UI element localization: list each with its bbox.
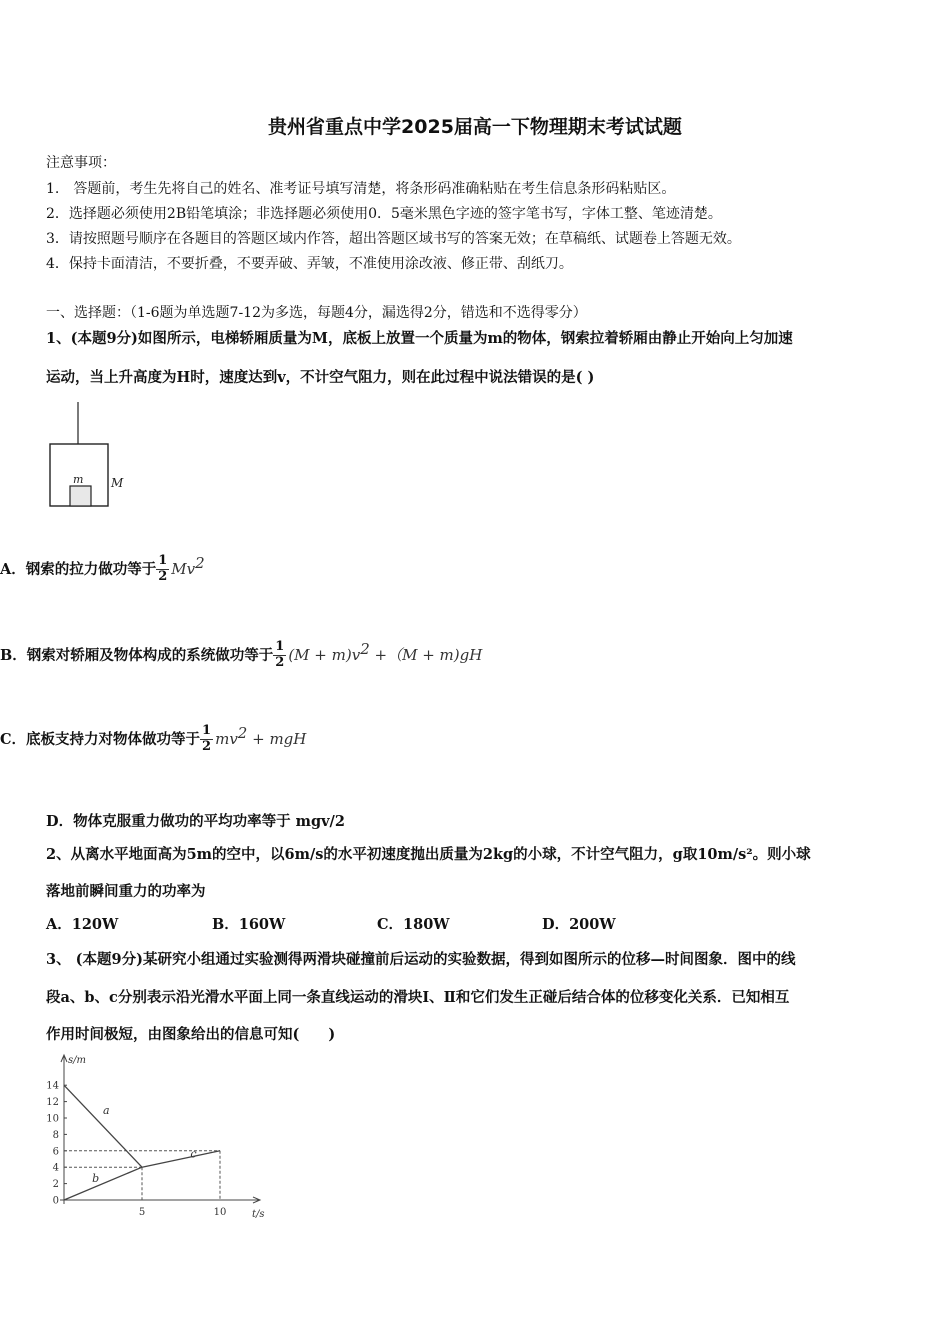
y-tick-label-6: 6	[52, 1146, 59, 1158]
q3-line1: 3、 (本题9分)某研究小组通过实验测得两滑块碰撞前后运动的实验数据，得到如图所示的位移—时间图象．图中的线	[46, 951, 796, 968]
elevator-figure	[44, 402, 134, 510]
q2-option-d[interactable]: D．200W	[542, 916, 616, 933]
q2-option-b[interactable]: B．160W	[212, 916, 286, 933]
y-tick-label-8: 8	[52, 1129, 59, 1141]
x-tick-label-5: 5	[138, 1207, 146, 1218]
block-m	[70, 486, 91, 506]
q1-option-b[interactable]: B．钢索对轿厢及物体构成的系统做功等于 $\frac{1}{2}$ $(M + m)v^2 +(M + m)gH$	[0, 639, 483, 671]
displacement-time-chart	[40, 1052, 280, 1222]
notice-item-1: 1. 答题前，考生先将自己的姓名、准考证号填写清楚，将条形码准确粘贴在考生信息条形码粘贴区。	[46, 181, 676, 197]
q1-line2: 运动，当上升高度为H时，速度达到v，不计空气阻力，则在此过程中说法错误的是( )	[46, 369, 595, 386]
q1-option-a[interactable]: A．钢索的拉力做功等于 $\frac{1}{2}$ Mv$^2$	[0, 553, 205, 585]
q1-option-c[interactable]: C．底板支持力对物体做功等于 $\frac{1}{2}$ $mv^2$ + mgH	[0, 723, 307, 755]
q3-line3: 作用时间极短，由图象给出的信息可知( )	[46, 1026, 336, 1043]
y-tick-label-4: 4	[52, 1162, 59, 1174]
page-title: 贵州省重点中学2025届高一下物理期末考试试题	[268, 116, 682, 138]
notice-heading: 注意事项：	[46, 155, 116, 171]
q2-option-a[interactable]: A．120W	[46, 916, 119, 933]
x-tick-label-10: 10	[213, 1207, 227, 1218]
y-tick-label-10: 10	[46, 1113, 59, 1125]
q1-line1: 1、(本题9分)如图所示，电梯轿厢质量为M，底板上放置一个质量为m的物体，钢索拉着轿厢由静止开始向上匀加速	[46, 330, 793, 347]
series-line-c	[142, 1151, 220, 1167]
series-label-b: b	[92, 1171, 100, 1185]
notice-item-4: 4．保持卡面清洁，不要折叠，不要弄破、弄皱，不准使用涂改液、修正带、刮纸刀。	[46, 256, 573, 272]
q2-line1: 2、从离水平地面高为5m的空中，以6m/s的水平初速度抛出质量为2kg的小球，不计空气阻力，g取10m/s²。则小球	[46, 846, 811, 863]
label-m: m	[73, 473, 84, 486]
y-axis-label: s/m	[68, 1055, 86, 1066]
series-line-b	[64, 1167, 142, 1200]
notice-item-2: 2．选择题必须使用2B铅笔填涂；非选择题必须使用0．5毫米黑色字迹的签字笔书写，字体工整、笔迹清楚。	[46, 206, 722, 222]
label-M: M	[111, 476, 124, 490]
notice-item-3: 3．请按照题号顺序在各题目的答题区域内作答，超出答题区域书写的答案无效；在草稿纸、试题卷上答题无效。	[46, 231, 741, 247]
section-heading: 一、选择题：（1-6题为单选题7-12为多选，每题4分，漏选得2分，错选和不选得零分）	[46, 305, 587, 321]
y-tick-label-12: 12	[46, 1097, 59, 1109]
y-tick-label-2: 2	[52, 1179, 59, 1191]
series-line-a	[64, 1085, 142, 1167]
y-tick-label-14: 14	[46, 1080, 59, 1092]
q2-line2: 落地前瞬间重力的功率为	[46, 883, 206, 900]
q1-option-d[interactable]: D．物体克服重力做功的平均功率等于 mgv/2	[46, 813, 345, 830]
series-label-a: a	[103, 1103, 110, 1117]
x-axis-label: t/s	[252, 1209, 265, 1220]
series-label-c: c	[190, 1147, 197, 1161]
y-tick-label-0: 0	[52, 1195, 59, 1207]
q2-option-c[interactable]: C．180W	[377, 916, 450, 933]
q3-line2: 段a、b、c分别表示沿光滑水平面上同一条直线运动的滑块Ⅰ、Ⅱ和它们发生正碰后结合体的位移变化关系．已知相互	[46, 989, 790, 1006]
